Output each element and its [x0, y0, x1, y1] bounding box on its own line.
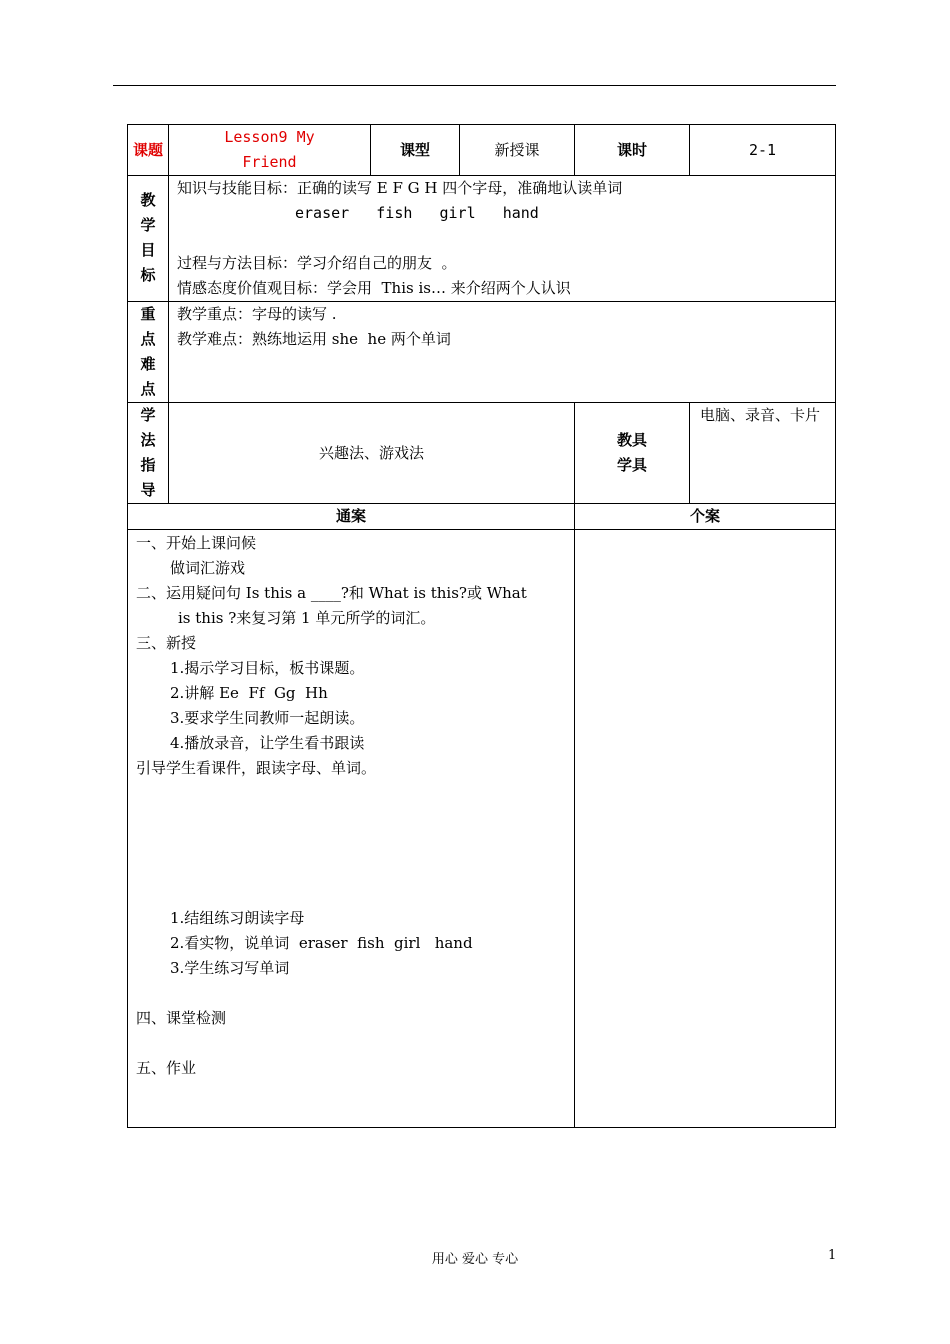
- objectives-label-char: 目: [140, 241, 156, 259]
- tools-value: [690, 403, 836, 504]
- knowledge-objective: 知识与技能目标：正确的读写 E F G H 四个字母，准确地认读单词: [177, 179, 623, 197]
- tools-value-text: 电脑、录音、卡片: [700, 406, 821, 424]
- individual-plan-header: 个案: [575, 504, 836, 530]
- subject-label-text: 课题: [132, 140, 163, 159]
- method-label-char: 学: [140, 406, 156, 424]
- step-4: 四、课堂检测: [136, 1009, 227, 1027]
- subject-label: [128, 125, 169, 176]
- step-1a: 做词汇游戏: [170, 559, 246, 577]
- method-label-char: 指: [140, 456, 156, 474]
- objectives-label-char: 标: [140, 266, 156, 284]
- step-2: 二、运用疑问句 Is this a ____?和 What is this?或 What: [136, 584, 527, 602]
- objectives-content: [169, 176, 836, 302]
- lesson-title: [169, 125, 371, 176]
- tools-label: [575, 403, 690, 504]
- step-3a: 1.揭示学习目标，板书课题。: [170, 659, 365, 677]
- blank-line: [136, 981, 574, 1006]
- method-value: 兴趣法、游戏法: [169, 403, 575, 504]
- page-footer: 用心 爱心 专心: [431, 1252, 519, 1267]
- key-point: 教学重点：字母的读写 .: [177, 305, 337, 323]
- blank-line: [136, 831, 574, 856]
- process-objective: 过程与方法目标：学习介绍自己的朋友 。: [177, 254, 457, 272]
- column-header-row: [128, 504, 836, 530]
- focus-row: [128, 302, 836, 403]
- practice-3: 3.学生练习写单词: [170, 959, 290, 977]
- focus-label-char: 点: [140, 380, 156, 398]
- method-label: [128, 403, 169, 504]
- lesson-title-line2: Friend: [242, 153, 297, 171]
- header-rule: [113, 85, 836, 86]
- common-plan-header: 通案: [128, 504, 575, 530]
- objectives-label-char: 学: [140, 216, 156, 234]
- focus-content: [169, 302, 836, 403]
- step-5: 五、作业: [136, 1059, 197, 1077]
- difficult-point: 教学难点：熟练地运用 she he 两个单词: [177, 330, 451, 348]
- lesson-title-line1: Lesson9 My: [224, 128, 315, 146]
- step-3: 三、新授: [136, 634, 197, 652]
- period-label: 课时: [575, 125, 690, 176]
- individual-plan-content: [575, 530, 836, 1128]
- focus-label-char: 点: [140, 330, 156, 348]
- blank-line: [177, 226, 835, 251]
- lesson-plan-table: [127, 124, 836, 1128]
- objectives-label-char: 教: [140, 191, 156, 209]
- step-3e: 引导学生看课件，跟读字母、单词。: [136, 759, 377, 777]
- step-3b: 2.讲解 Ee Ff Gg Hh: [170, 684, 328, 702]
- objectives-row: [128, 176, 836, 302]
- blank-line: [136, 781, 574, 806]
- objective-words: eraser fish girl hand: [295, 204, 539, 222]
- method-label-char: 法: [140, 431, 156, 449]
- blank-line: [136, 856, 574, 881]
- method-label-char: 导: [140, 481, 156, 499]
- step-3c: 3.要求学生同教师一起朗读。: [170, 709, 365, 727]
- focus-label: [128, 302, 169, 403]
- period-value: 2-1: [690, 125, 836, 176]
- focus-label-char: 难: [140, 355, 156, 373]
- focus-label-char: 重: [140, 305, 156, 323]
- common-plan-content: [128, 530, 575, 1128]
- tools-label-student: 学具: [616, 456, 647, 474]
- step-3d: 4.播放录音，让学生看书跟读: [170, 734, 365, 752]
- objectives-label: [128, 176, 169, 302]
- blank-line: [136, 881, 574, 906]
- attitude-objective: 情感态度价值观目标：学会用 This is… 来介绍两个人认识: [177, 279, 571, 297]
- blank-line: [136, 806, 574, 831]
- practice-1: 1.结组练习朗读字母: [170, 909, 305, 927]
- step-2b: is this ?来复习第 1 单元所学的词汇。: [178, 609, 436, 627]
- tools-label-teacher: 教具: [616, 431, 647, 449]
- step-1: 一、开始上课问候: [136, 534, 257, 552]
- type-value: 新授课: [460, 125, 575, 176]
- method-row: [128, 403, 836, 504]
- header-row: [128, 125, 836, 176]
- blank-line: [136, 1031, 574, 1056]
- practice-2: 2.看实物，说单词 eraser fish girl hand: [170, 934, 473, 952]
- page-number: 1: [828, 1248, 837, 1263]
- type-label: 课型: [371, 125, 460, 176]
- content-row: [128, 530, 836, 1128]
